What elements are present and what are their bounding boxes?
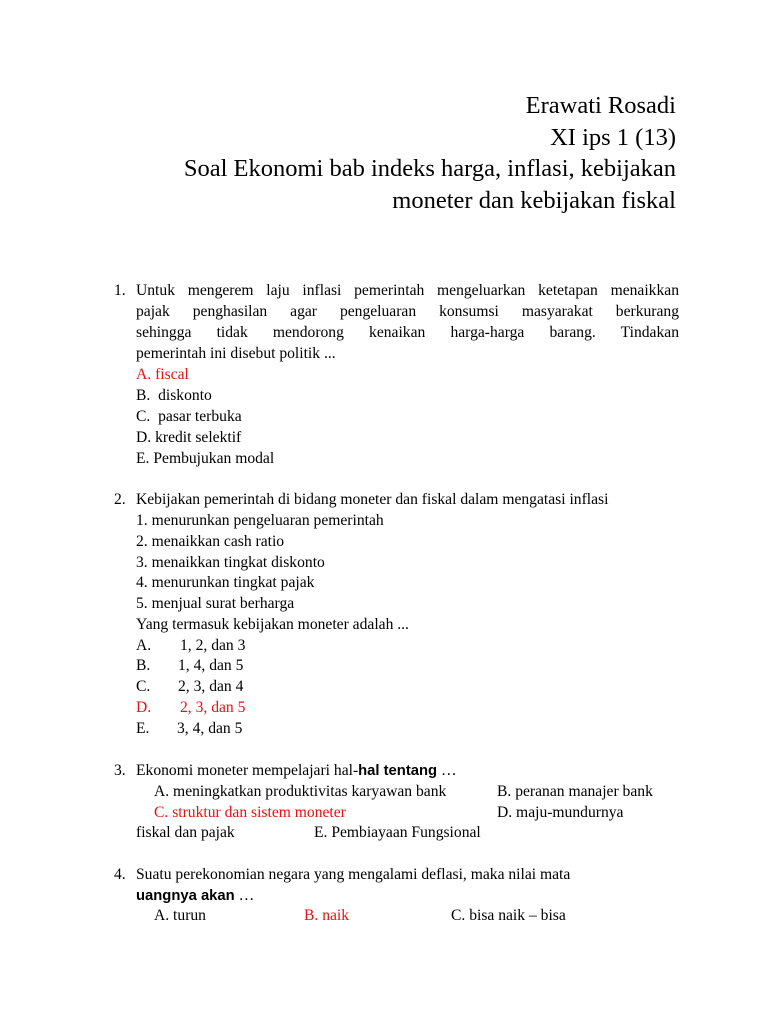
- option-letter: C.: [136, 408, 151, 425]
- statement-item: 2. menaikkan cash ratio: [136, 533, 285, 550]
- option-text: 1, 4, dan 5: [178, 657, 244, 674]
- option-d: D. maju-mundurnya: [497, 804, 624, 821]
- question-prompt: Yang termasuk kebijakan moneter adalah ...: [136, 616, 409, 633]
- option-c: [136, 677, 243, 698]
- option-text: Pembujukan modal: [153, 450, 275, 467]
- question-number: 3.: [114, 762, 126, 779]
- question-number: 4.: [114, 866, 126, 883]
- option-letter: B.: [136, 657, 151, 674]
- option-d: [136, 698, 245, 719]
- title-line-2: moneter dan kebijakan fiskal: [392, 186, 676, 214]
- option-a: [136, 365, 189, 386]
- option-e: E. Pembiayaan Fungsional: [314, 824, 481, 841]
- option-letter: A.: [136, 637, 152, 654]
- statement-item: 5. menjual surat berharga: [136, 595, 295, 612]
- question-text-line: pemerintah ini disebut politik ...: [136, 345, 336, 362]
- option-a: A. turun: [154, 907, 206, 924]
- option-d: [136, 428, 241, 449]
- option-b: B. naik: [304, 907, 350, 924]
- statement-item: 1. menurunkan pengeluaran pemerintah: [136, 512, 384, 529]
- option-letter: D.: [136, 429, 152, 446]
- option-letter: A.: [136, 366, 152, 383]
- option-b: B. peranan manajer bank: [497, 783, 653, 800]
- class-label: XI ips 1 (13): [550, 123, 676, 151]
- option-e: [136, 449, 274, 470]
- question-number: 1.: [114, 282, 126, 299]
- option-letter: E.: [136, 720, 150, 737]
- question-number: 2.: [114, 491, 126, 508]
- statement-item: 4. menurunkan tingkat pajak: [136, 574, 315, 591]
- option-c: [136, 407, 242, 428]
- option-letter: B.: [136, 387, 151, 404]
- option-text: 3, 4, dan 5: [177, 720, 243, 737]
- document-header: [184, 90, 676, 216]
- question-text-line: Untuk mengerem laju inflasi pemerintah mengeluarkan ketetapan menaikkan: [136, 282, 679, 299]
- option-a: [136, 636, 245, 657]
- option-text: 2, 3, dan 4: [178, 678, 244, 695]
- option-text: pasar terbuka: [158, 408, 242, 425]
- option-c: C. bisa naik – bisa: [451, 907, 566, 924]
- question-stem-continued: uangnya akan …: [136, 887, 255, 904]
- option-letter: D.: [136, 699, 152, 716]
- question-text-line: sehingga tidak mendorong kenaikan harga-harga barang. Tindakan: [136, 324, 679, 341]
- option-letter: C.: [136, 678, 151, 695]
- option-c: C. struktur dan sistem moneter: [154, 804, 346, 821]
- author-name: Erawati Rosadi: [525, 92, 676, 119]
- question-stem: Suatu perekonomian negara yang mengalami deflasi, maka nilai mata: [136, 866, 571, 883]
- option-text: 2, 3, dan 5: [180, 699, 246, 716]
- title-line-1: Soal Ekonomi bab indeks harga, inflasi, kebijakan: [183, 155, 676, 182]
- option-text: fiscal: [155, 366, 189, 383]
- option-text: diskonto: [158, 387, 212, 404]
- statement-item: 3. menaikkan tingkat diskonto: [136, 554, 325, 571]
- option-e: [136, 719, 242, 740]
- option-b: [136, 656, 243, 677]
- option-text: kredit selektif: [155, 429, 242, 446]
- question-stem: Ekonomi moneter mempelajari hal-hal tentang …: [136, 762, 457, 779]
- question-stem: Kebijakan pemerintah di bidang moneter dan fiskal dalam mengatasi inflasi: [136, 491, 609, 508]
- option-text: 1, 2, dan 3: [180, 637, 246, 654]
- option-b: [136, 386, 212, 407]
- option-letter: E.: [136, 450, 150, 467]
- option-d-continued: fiskal dan pajak: [136, 824, 235, 841]
- question-text-line: pajak penghasilan agar pengeluaran konsumsi masyarakat berkurang: [136, 303, 679, 320]
- option-a: A. meningkatkan produktivitas karyawan bank: [154, 783, 447, 800]
